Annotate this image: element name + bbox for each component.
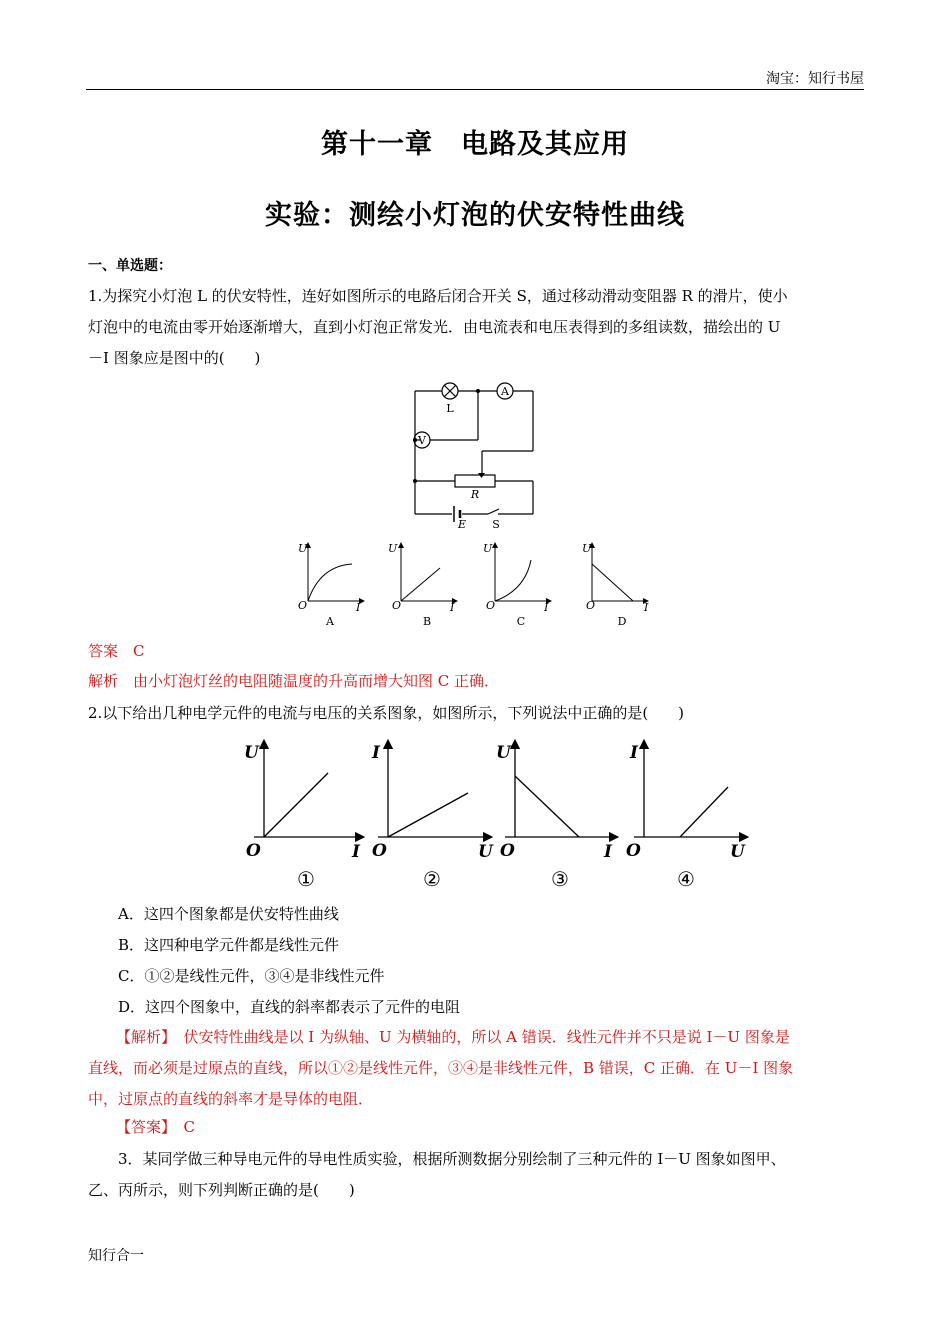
q1-graph-c-x: I [544, 601, 549, 614]
q3-line1: 3．某同学做三种导电元件的导电性质实验，根据所测数据分别绘制了三种元件的 I－U 图象如图甲、 [118, 1150, 786, 1168]
q1-graph-row [290, 538, 670, 630]
q1-graph-d-y: U [582, 542, 592, 555]
circuit-diagram [400, 378, 550, 530]
q2-analysis-line3: 中，过原点的直线的斜率才是导体的电阻． [88, 1090, 374, 1108]
q1-line1: 1.为探究小灯泡 L 的伏安特性，连好如图所示的电路后闭合开关 S，通过移动滑动变阻器 R 的滑片，使小 [88, 287, 788, 305]
q2-graph-1-x: I [352, 842, 360, 862]
q1-graph-b-y: U [388, 542, 398, 555]
section-heading: 一、单选题： [88, 258, 172, 274]
q2-graph-3-x: I [604, 842, 612, 862]
q2-option-d: D．这四个图象中，直线的斜率都表示了元件的电阻 [118, 998, 461, 1016]
q1-graph-b-o: O [392, 599, 402, 612]
rheostat-label: R [470, 488, 480, 501]
chapter-title: 第十一章 电路及其应用 [321, 129, 629, 160]
q2-graph-4-num: ④ [677, 867, 695, 891]
q1-graph-a-o: O [298, 599, 308, 612]
q1-graph-c [483, 542, 549, 628]
q1-graph-a-label: A [326, 615, 334, 628]
header-divider [86, 89, 864, 90]
q1-stem [88, 281, 864, 374]
q2-analysis-line2: 直线，而必须是过原点的直线，所以①②是线性元件，③④是非线性元件，B 错误，C 正确．在 U－I 图象 [88, 1059, 794, 1077]
q2-graph-3-y: U [496, 743, 511, 763]
q1-line2: 灯泡中的电流由零开始逐渐增大，直到小灯泡正常发光．由电流表和电压表得到的多组读数，描绘出的 U [88, 318, 781, 336]
q2-graph-2-y: I [372, 743, 380, 763]
experiment-title: 实验：测绘小灯泡的伏安特性曲线 [265, 200, 685, 231]
q2-graph-row [232, 736, 762, 896]
q1-graph-b [388, 542, 455, 628]
q1-graph-b-label: B [422, 615, 432, 628]
q2-graph-4-o: O [626, 841, 641, 861]
q2-answer: 【答案】 C [116, 1118, 195, 1136]
q2-graph-3 [496, 743, 614, 891]
q2-graph-4 [626, 743, 746, 891]
q1-graph-c-label: C [516, 615, 526, 628]
q1-analysis: 解析 由小灯泡灯丝的电阻随温度的升高而增大知图 C 正确． [88, 672, 500, 690]
q1-line3: －I 图象应是图中的( ) [88, 349, 261, 367]
q2-graph-1 [244, 743, 361, 891]
q1-graph-c-y: U [483, 542, 493, 555]
q2-graph-2-num: ② [423, 867, 441, 891]
q2-graph-1-o: O [246, 841, 261, 861]
q2-option-c: C．①②是线性元件，③④是非线性元件 [118, 967, 385, 985]
battery-label: E [457, 518, 467, 530]
q2-graph-4-y: I [630, 743, 638, 763]
q1-graph-d-x: I [644, 601, 649, 614]
q1-graph-a-y: U [298, 542, 308, 555]
q1-graph-d [582, 542, 649, 628]
q1-graph-a [298, 542, 362, 628]
q1-graph-b-x: I [450, 601, 455, 614]
q2-analysis-line1: 【解析】 伏安特性曲线是以 I 为纵轴、U 为横轴的，所以 A 错误．线性元件并不只是说 I－U 图象是 [116, 1028, 790, 1046]
footer-motto: 知行合一 [88, 1248, 144, 1264]
q2-analysis [88, 1022, 864, 1115]
q1-graph-d-label: D [617, 615, 627, 628]
switch-label: S [492, 518, 500, 530]
q2-graph-2 [371, 743, 494, 891]
q2-graph-3-o: O [500, 841, 515, 861]
q1-graph-d-o: O [586, 599, 596, 612]
voltmeter-label: V [418, 434, 426, 447]
lamp-label: L [446, 402, 454, 415]
q2-graph-2-o: O [372, 841, 387, 861]
q2-graph-3-num: ③ [551, 867, 569, 891]
ammeter-label: A [501, 385, 509, 398]
q2-graph-1-y: U [244, 743, 259, 763]
q3-stem [88, 1144, 864, 1206]
q3-line2: 乙、丙所示，则下列判断正确的是( ) [88, 1181, 355, 1199]
q1-graph-a-x: I [356, 601, 361, 614]
q2-graph-4-x: U [730, 842, 745, 862]
q2-stem: 2.以下给出几种电学元件的电流与电压的关系图象，如图所示，下列说法中正确的是( ) [88, 704, 685, 722]
q1-answer: 答案 C [88, 642, 145, 660]
q2-option-a: A．这四个图象都是伏安特性曲线 [118, 905, 339, 923]
q1-graph-c-o: O [486, 599, 496, 612]
header-shop-label: 淘宝：知行书屋 [766, 71, 864, 87]
q2-option-b: B．这四种电学元件都是线性元件 [118, 936, 340, 954]
q2-graph-2-x: U [478, 842, 493, 862]
q2-graph-1-num: ① [297, 867, 315, 891]
